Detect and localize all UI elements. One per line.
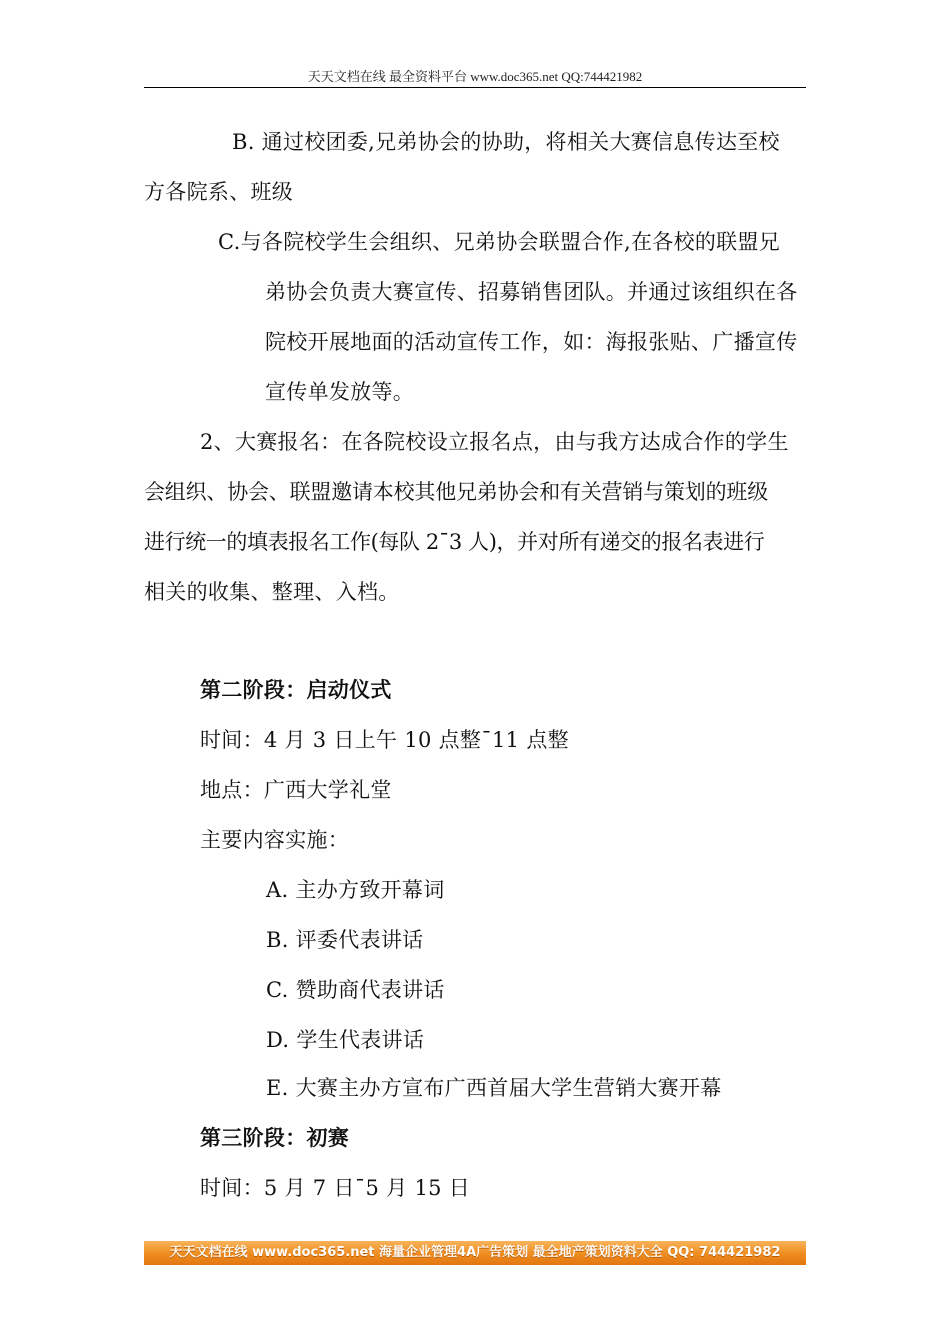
paragraph-line-6: 宣传单发放等。 <box>265 380 415 404</box>
stage2-item-a: A. 主办方致开幕词 <box>266 878 445 902</box>
paragraph-line-5: 院校开展地面的活动宣传工作，如：海报张贴、广播宣传 <box>265 330 798 354</box>
paragraph-line-1: B. 通过校团委,兄弟协会的协助，将相关大赛信息传达至校 <box>232 130 780 154</box>
stage3-heading: 第三阶段：初赛 <box>200 1126 350 1150</box>
paragraph-line-2: 方各院系、班级 <box>144 180 294 204</box>
paragraph-line-9: 进行统一的填表报名工作(每队 2¯3 人)，并对所有递交的报名表进行 <box>144 530 765 554</box>
stage2-place: 地点：广西大学礼堂 <box>200 778 392 802</box>
stage2-time: 时间：4 月 3 日上午 10 点整¯11 点整 <box>200 728 569 752</box>
footer-ad-banner[interactable]: 天天文档在线 www.doc365.net 海量企业管理4A广告策划 最全地产策划资料大全 QQ: 744421982 <box>144 1241 806 1265</box>
paragraph-line-8: 会组织、协会、联盟邀请本校其他兄弟协会和有关营销与策划的班级 <box>144 480 768 504</box>
stage2-item-d: D. 学生代表讲话 <box>266 1028 425 1052</box>
paragraph-line-3: C.与各院校学生会组织、兄弟协会联盟合作,在各校的联盟兄 <box>218 230 781 254</box>
stage2-heading: 第二阶段：启动仪式 <box>200 678 392 702</box>
paragraph-line-7: 2、大赛报名：在各院校设立报名点，由与我方达成合作的学生 <box>200 430 789 454</box>
stage2-content-label: 主要内容实施： <box>200 828 350 852</box>
page-header: 天天文档在线 最全资料平台 www.doc365.net QQ:744421982 <box>307 69 643 84</box>
paragraph-line-4: 弟协会负责大赛宣传、招募销售团队。并通过该组织在各 <box>265 280 798 304</box>
header-divider <box>144 87 806 88</box>
stage3-time: 时间：5 月 7 日¯5 月 15 日 <box>200 1176 471 1200</box>
paragraph-line-10: 相关的收集、整理、入档。 <box>144 580 400 604</box>
stage2-item-b: B. 评委代表讲话 <box>266 928 424 952</box>
stage2-item-c: C. 赞助商代表讲话 <box>266 978 445 1002</box>
stage2-item-e: E. 大赛主办方宣布广西首届大学生营销大赛开幕 <box>266 1076 722 1100</box>
